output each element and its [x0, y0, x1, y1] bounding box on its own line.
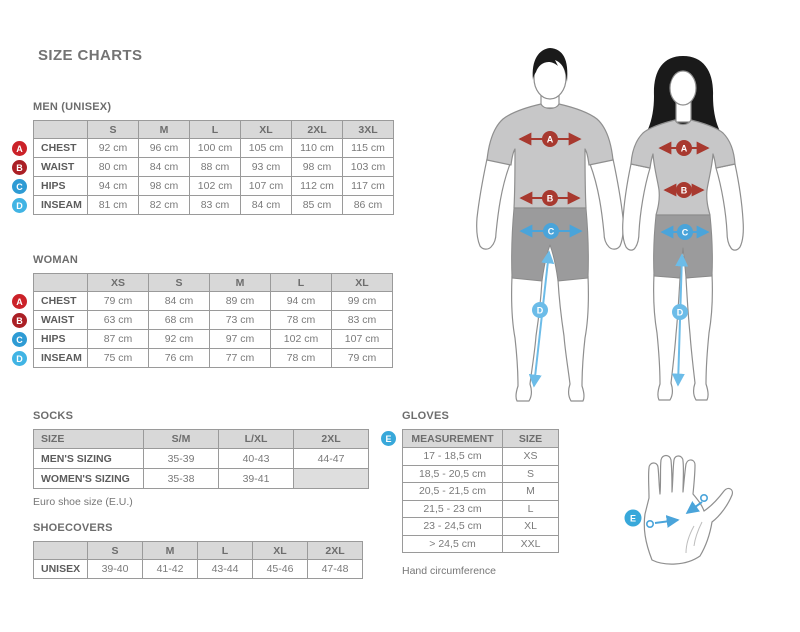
- value-cell: 98 cm: [139, 177, 190, 196]
- column-header-cell: M: [210, 273, 271, 292]
- marker-e: E: [381, 431, 396, 446]
- table-row: [402, 448, 559, 466]
- value-cell: 39-40: [88, 560, 143, 579]
- table-row: [33, 469, 369, 489]
- row-label-cell: HIPS: [33, 330, 88, 349]
- marker-slot: [12, 120, 33, 139]
- male-figure: [477, 48, 624, 401]
- column-header-cell: XL: [332, 273, 393, 292]
- socks-note: Euro shoe size (E.U.): [33, 496, 133, 508]
- svg-text:C: C: [547, 226, 555, 237]
- male-right-arm: [590, 159, 623, 249]
- measurement-cell: 21,5 - 23 cm: [402, 501, 503, 519]
- column-header-cell: XL: [253, 541, 308, 560]
- value-cell: 94 cm: [271, 292, 332, 311]
- marker-slot: [12, 158, 33, 177]
- marker-slot: [12, 330, 33, 349]
- value-cell: 84 cm: [139, 158, 190, 177]
- table-header-row: [12, 273, 393, 292]
- value-cell: 68 cm: [149, 311, 210, 330]
- value-cell: 102 cm: [190, 177, 241, 196]
- value-cell: 79 cm: [332, 349, 393, 368]
- table-header-row: [33, 541, 363, 560]
- value-cell: 105 cm: [241, 139, 292, 158]
- value-cell: 97 cm: [210, 330, 271, 349]
- value-cell: 117 cm: [343, 177, 394, 196]
- value-cell: 47-48: [308, 560, 363, 579]
- table-row: [402, 483, 559, 501]
- svg-text:A: A: [680, 143, 688, 154]
- table-row: [12, 177, 394, 196]
- measurement-cell: 17 - 18,5 cm: [402, 448, 503, 466]
- female-left-leg: [654, 274, 680, 400]
- column-header-cell: L: [190, 120, 241, 139]
- marker-slot: [12, 177, 33, 196]
- value-cell: 92 cm: [88, 139, 139, 158]
- marker-slot: [12, 292, 33, 311]
- row-label-cell: WAIST: [33, 311, 88, 330]
- value-cell: 112 cm: [292, 177, 343, 196]
- measurement-cell: > 24,5 cm: [402, 536, 503, 554]
- column-header-cell: L: [198, 541, 253, 560]
- row-label-cell: HIPS: [33, 177, 88, 196]
- value-cell: 103 cm: [343, 158, 394, 177]
- marker-slot: [12, 273, 33, 292]
- value-cell: 78 cm: [271, 311, 332, 330]
- svg-text:D: D: [676, 307, 684, 318]
- hand-outline: [644, 456, 732, 565]
- column-header-cell: S: [88, 541, 143, 560]
- value-cell: 77 cm: [210, 349, 271, 368]
- value-cell: 35-38: [144, 469, 219, 489]
- row-label-cell: WOMEN'S SIZING: [33, 469, 144, 489]
- socks-section: [33, 410, 369, 508]
- value-cell: 81 cm: [88, 196, 139, 215]
- value-cell: 79 cm: [88, 292, 149, 311]
- svg-text:A: A: [546, 134, 554, 145]
- table-row: [33, 449, 369, 469]
- size-cell: L: [503, 501, 559, 519]
- shoecovers-section-heading: SHOECOVERS: [33, 522, 113, 534]
- hand-measurement-figure: [612, 438, 787, 588]
- table-row: [33, 560, 363, 579]
- table-row: [12, 311, 393, 330]
- value-cell: 99 cm: [332, 292, 393, 311]
- svg-text:B: B: [546, 193, 554, 204]
- male-left-leg: [512, 276, 542, 401]
- size-cell: S: [503, 466, 559, 484]
- row-label-cell: CHEST: [33, 292, 88, 311]
- men-section-heading: MEN (UNISEX): [33, 101, 112, 113]
- marker-c: C: [12, 179, 27, 194]
- row-label-cell: CHEST: [33, 139, 88, 158]
- column-header-cell: 2XL: [292, 120, 343, 139]
- value-cell: 107 cm: [241, 177, 292, 196]
- female-figure: [623, 56, 744, 400]
- column-header-cell: XL: [241, 120, 292, 139]
- socks-size-table: [33, 429, 369, 489]
- marker-a: A: [12, 294, 27, 309]
- svg-text:D: D: [536, 305, 544, 316]
- value-cell: 98 cm: [292, 158, 343, 177]
- female-face: [670, 71, 696, 105]
- female-right-leg: [686, 274, 712, 400]
- svg-text:C: C: [681, 227, 689, 238]
- hand-marker-e: [625, 510, 642, 527]
- value-cell: 40-43: [219, 449, 294, 469]
- corner-header-cell: [33, 273, 88, 292]
- column-header-cell: SIZE: [503, 429, 559, 448]
- value-cell: 44-47: [294, 449, 369, 469]
- column-header-cell: S: [88, 120, 139, 139]
- gloves-note: Hand circumference: [402, 565, 496, 577]
- value-cell: 43-44: [198, 560, 253, 579]
- corner-header-cell: [33, 120, 88, 139]
- female-shirt: [631, 120, 735, 215]
- value-cell: 92 cm: [149, 330, 210, 349]
- value-cell: 73 cm: [210, 311, 271, 330]
- marker-a: A: [12, 141, 27, 156]
- marker-b: B: [12, 313, 27, 328]
- svg-text:E: E: [629, 513, 637, 524]
- measurement-cell: 18,5 - 20,5 cm: [402, 466, 503, 484]
- value-cell: 82 cm: [139, 196, 190, 215]
- table-header-row: [33, 429, 369, 449]
- value-cell: 45-46: [253, 560, 308, 579]
- woman-section-heading: WOMAN: [33, 254, 78, 266]
- svg-text:B: B: [680, 185, 688, 196]
- value-cell: 100 cm: [190, 139, 241, 158]
- value-cell: 84 cm: [241, 196, 292, 215]
- value-cell: 86 cm: [343, 196, 394, 215]
- table-row: [12, 196, 394, 215]
- value-cell: 110 cm: [292, 139, 343, 158]
- female-left-arm: [623, 164, 650, 250]
- value-cell: 35-39: [144, 449, 219, 469]
- marker-d: D: [12, 351, 27, 366]
- table-row: [402, 536, 559, 554]
- male-right-leg: [558, 276, 588, 401]
- value-cell: 78 cm: [271, 349, 332, 368]
- female-right-arm: [716, 164, 743, 250]
- table-row: [12, 158, 394, 177]
- table-row: [12, 292, 393, 311]
- value-cell: 115 cm: [343, 139, 394, 158]
- value-cell: 107 cm: [332, 330, 393, 349]
- value-cell: 75 cm: [88, 349, 149, 368]
- woman-size-section: [12, 254, 393, 368]
- gloves-section: [381, 410, 559, 577]
- column-header-cell: L/XL: [219, 429, 294, 449]
- marker-d: D: [12, 198, 27, 213]
- column-header-cell: MEASUREMENT: [402, 429, 503, 448]
- value-cell: 80 cm: [88, 158, 139, 177]
- column-header-cell: 3XL: [343, 120, 394, 139]
- table-header-row: [12, 120, 394, 139]
- shoecovers-section: [33, 522, 363, 579]
- measurement-cell: 20,5 - 21,5 cm: [402, 483, 503, 501]
- value-cell: 83 cm: [190, 196, 241, 215]
- size-cell: M: [503, 483, 559, 501]
- shoecovers-size-table: [33, 541, 363, 579]
- column-header-cell: 2XL: [308, 541, 363, 560]
- column-header-cell: XS: [88, 273, 149, 292]
- marker-slot: [12, 311, 33, 330]
- male-left-arm: [477, 159, 510, 249]
- measurement-cell: 23 - 24,5 cm: [402, 518, 503, 536]
- men-size-table: [12, 120, 394, 215]
- value-cell: 84 cm: [149, 292, 210, 311]
- table-row: [12, 139, 394, 158]
- value-cell: [294, 469, 369, 489]
- table-row: [12, 330, 393, 349]
- marker-slot: [12, 139, 33, 158]
- column-header-cell: S: [149, 273, 210, 292]
- value-cell: 88 cm: [190, 158, 241, 177]
- value-cell: 85 cm: [292, 196, 343, 215]
- row-label-cell: MEN'S SIZING: [33, 449, 144, 469]
- marker-b: B: [12, 160, 27, 175]
- column-header-cell: M: [143, 541, 198, 560]
- value-cell: 96 cm: [139, 139, 190, 158]
- value-cell: 41-42: [143, 560, 198, 579]
- marker-c: C: [12, 332, 27, 347]
- size-cell: XL: [503, 518, 559, 536]
- size-cell: XXL: [503, 536, 559, 554]
- column-header-cell: S/M: [144, 429, 219, 449]
- corner-header-cell: SIZE: [33, 429, 144, 449]
- table-row: [12, 349, 393, 368]
- value-cell: 76 cm: [149, 349, 210, 368]
- value-cell: 93 cm: [241, 158, 292, 177]
- value-cell: 63 cm: [88, 311, 149, 330]
- value-cell: 39-41: [219, 469, 294, 489]
- size-cell: XS: [503, 448, 559, 466]
- socks-section-heading: SOCKS: [33, 410, 74, 422]
- body-measurement-figures: [470, 38, 790, 410]
- table-header-row: [402, 429, 559, 448]
- value-cell: 94 cm: [88, 177, 139, 196]
- row-label-cell: UNISEX: [33, 560, 88, 579]
- woman-size-table: [12, 273, 393, 368]
- column-header-cell: L: [271, 273, 332, 292]
- value-cell: 83 cm: [332, 311, 393, 330]
- gloves-section-heading: GLOVES: [402, 410, 450, 422]
- table-row: [402, 501, 559, 519]
- male-shorts: [512, 208, 589, 281]
- men-size-section: [12, 101, 394, 215]
- column-header-cell: M: [139, 120, 190, 139]
- corner-header-cell: [33, 541, 88, 560]
- table-row: [402, 518, 559, 536]
- value-cell: 89 cm: [210, 292, 271, 311]
- value-cell: 87 cm: [88, 330, 149, 349]
- row-label-cell: WAIST: [33, 158, 88, 177]
- marker-slot: [12, 349, 33, 368]
- column-header-cell: 2XL: [294, 429, 369, 449]
- row-label-cell: INSEAM: [33, 349, 88, 368]
- table-row: [402, 466, 559, 484]
- gloves-size-table: [402, 429, 559, 553]
- row-label-cell: INSEAM: [33, 196, 88, 215]
- value-cell: 102 cm: [271, 330, 332, 349]
- page-title: SIZE CHARTS: [38, 47, 143, 64]
- marker-slot: [12, 196, 33, 215]
